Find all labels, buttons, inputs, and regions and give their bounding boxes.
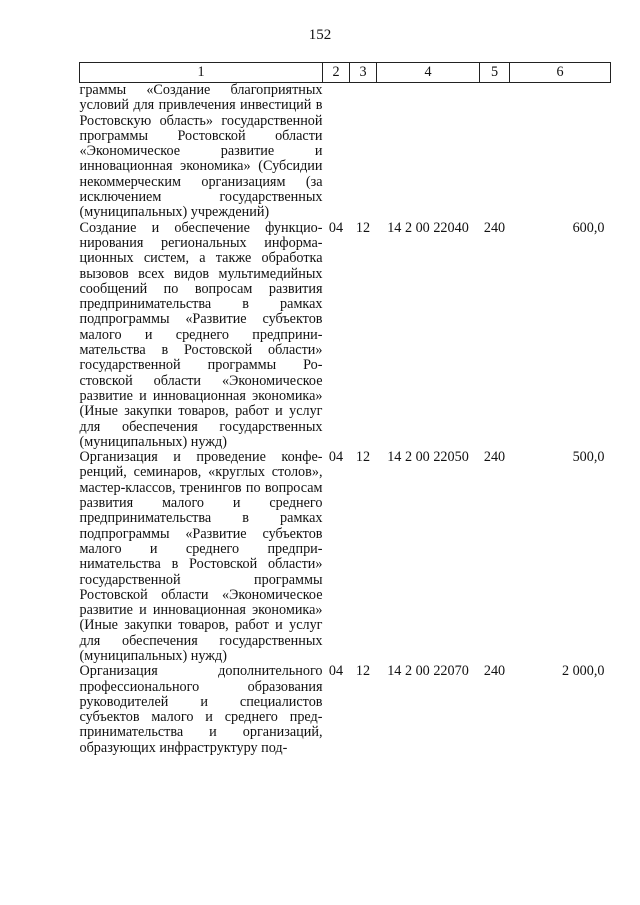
row-amount: 2 000,0 <box>561 663 605 680</box>
header-row <box>80 63 611 83</box>
header-cell-6: 6 <box>510 63 611 83</box>
row-section-code: 04 <box>328 219 344 236</box>
row-section-code: 04 <box>328 449 344 466</box>
row-description: Организация и проведение конференций, семинаров, «круглых столов», мастер-классов, тренингов по вопросам развития малого и среднего предпринимательства в рамках подпрограммы «Развитие субъектов малого и среднего предпринимательства в Ростовской области» государственной программы Ростовской области «Экономическое развитие и инновационная экономика» (Иные закупки товаров, работ и услуг для обеспечения государственных (муниципальных) нужд) <box>79 449 323 664</box>
page-number: 152 <box>308 27 332 43</box>
row-subsection-code: 12 <box>355 449 371 466</box>
table-row <box>80 450 611 664</box>
row-expense-type: 240 <box>483 663 506 680</box>
row-target-code: 14 2 00 22050 <box>387 449 469 466</box>
table-row <box>80 83 611 221</box>
header-cell-5: 5 <box>480 63 510 83</box>
row-description: Создание и обеспечение функционирования региональных информационных систем, а также обработка вызовов всех видов мультимедийных сообщений по вопросам развития предпринимательства в рамках подпрограммы «Развитие субъектов малого и среднего предпринимательства в Ростовской области» государственной программы Ростовской области «Экономическое развитие и инновационная экономика» (Иные закупки товаров, работ и услуг для обеспечения государственных (муниципальных) нужд) <box>79 219 323 450</box>
row-section-code <box>323 83 350 221</box>
row-description: граммы «Создание благоприятных условий для привлечения инвестиций в Ростовскую область» государственной программы Ростовской области «Экономическое развитие и инновационная экономика» (Субсидии некоммерческим организациям (за исключением государственных (муниципальных) учреждений) <box>79 82 323 221</box>
row-target-code: 14 2 00 22070 <box>387 663 469 680</box>
header-cell-3: 3 <box>350 63 377 83</box>
table-row <box>80 664 611 756</box>
row-expense-type: 240 <box>483 449 506 466</box>
row-expense-type <box>480 83 510 221</box>
row-target-code <box>377 83 480 221</box>
row-subsection-code: 12 <box>355 663 371 680</box>
row-amount: 500,0 <box>572 449 605 466</box>
budget-table <box>79 62 611 756</box>
row-section-code: 04 <box>328 663 344 680</box>
header-cell-2: 2 <box>323 63 350 83</box>
row-description: Организация дополнительного профессионального образования руководителей и специалистов субъектов малого и среднего предпринимательства и организаций, образующих инфраструктуру под- <box>79 663 323 756</box>
row-amount <box>510 83 611 221</box>
row-amount: 600,0 <box>572 219 605 236</box>
row-expense-type: 240 <box>483 219 506 236</box>
header-cell-1: 1 <box>80 63 323 83</box>
row-target-code: 14 2 00 22040 <box>387 219 469 236</box>
row-subsection-code <box>350 83 377 221</box>
row-subsection-code: 12 <box>355 219 371 236</box>
header-cell-4: 4 <box>377 63 480 83</box>
table-row <box>80 221 611 450</box>
